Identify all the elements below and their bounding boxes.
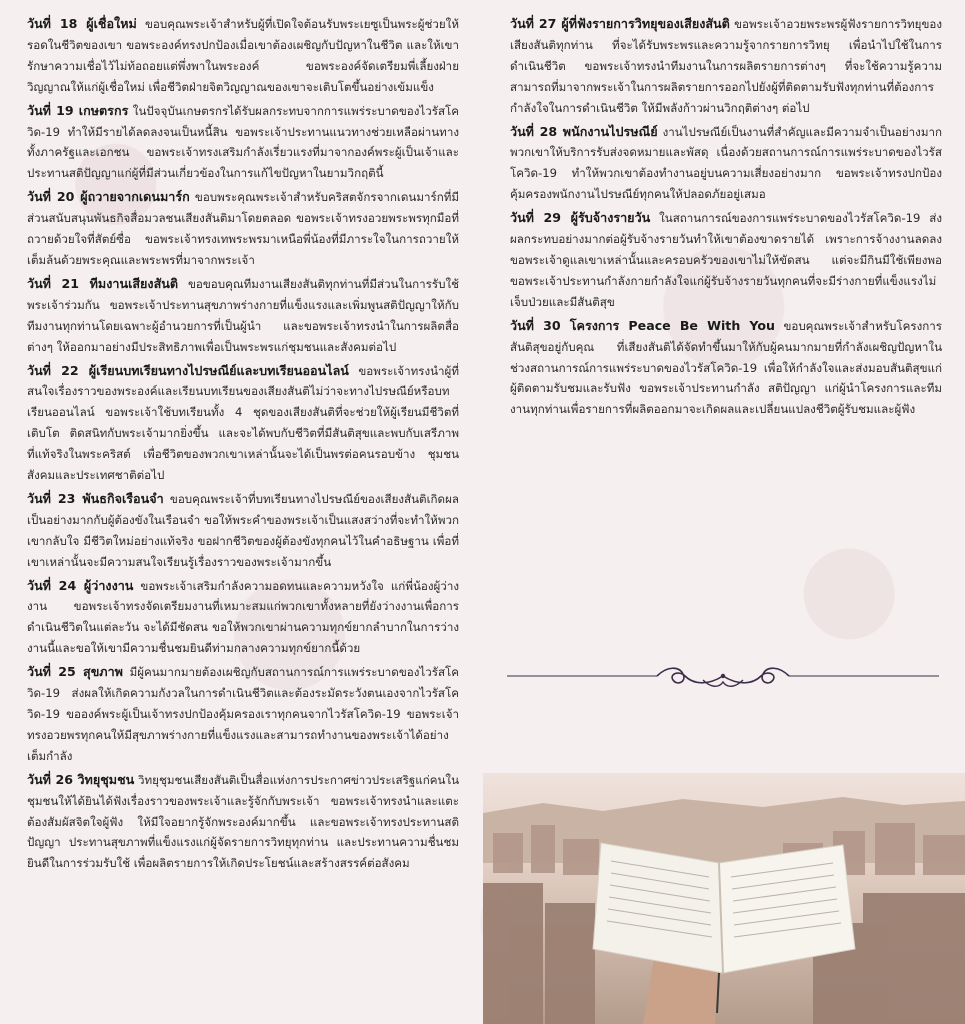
entry-title: วันที่ 18 ผู้เชื่อใหม่ <box>27 16 137 31</box>
prayer-entry-day-18 <box>27 14 459 98</box>
entry-title: วันที่ 22 ผู้เรียนบทเรียนทางไปรษณีย์และบทเรียนออนไลน์ <box>27 362 349 378</box>
prayer-entry-day-22 <box>27 361 459 486</box>
entry-body: ขอขอบคุณทีมงานเสียงสันติทุกท่านที่มีส่วนในการรับใช้พระเจ้าร่วมกัน ขอพระเจ้าประทานสุขภาพร่างกายที่แข็งแรงและเพิ่มพูนสติปัญญาให้กับทีมงานทุกท่านโดยเฉพาะผู้อำนวยการที่เป็นผู้นำ และขอพระเจ้าทรงนำในการผลิตสื่อต่างๆ ให้ออกมาอย่างมีประสิทธิภาพเพื่อเป็นพระพรแก่ชุมชนและสังคมต่อไป <box>27 276 459 354</box>
entry-title: วันที่ 28 พนักงานไปรษณีย์ <box>510 123 658 139</box>
prayer-entry-day-28 <box>510 122 942 206</box>
prayer-entry-day-27 <box>510 14 942 119</box>
entry-body: ขอพระเจ้าเสริมกำลังความอดทนและความหวังใจ แก่พี่น้องผู้ว่างงาน ขอพระเจ้าทรงจัดเตรียมงานที่เหมาะสมแก่พวกเขาทั้งหลายที่ยังว่างงานเพื่อการดำเนินชีวิตในแต่ละวัน จะได้มีชัดสน ขอให้พวกเขาผ่านความทุกข์ยากลำบากในการว่างงานนี้และขอให้เขามีความชื่นชมยินดีท่ามกลางความทุกข์ยากนี้ด้วย <box>27 578 459 656</box>
entry-body: ขอบคุณพระเจ้าที่บทเรียนทางไปรษณีย์ของเสียงสันติเกิดผลเป็นอย่างมากกับผู้ต้องขังในเรือนจำ ขอให้พระคำของพระเจ้าเป็นแสงสว่างที่จะทำให้พวกเขากลับใจ มีชีวิตใหม่อย่างแท้จริง ขอฝากชีวิตของผู้ต้องขังทุกคนไว้ในคำอธิษฐาน เพื่อที่เขาเหล่านั้นจะมีความสนใจเรียนรู้เรื่องราวของพระเจ้ามากขึ้น <box>27 491 459 569</box>
entry-body: ขอพระเจ้าทรงนำผู้ที่สนใจเรื่องราวของพระองค์และเรียนบทเรียนของเสียงสันติไม่ว่าจะทางไปรษณีย์หรือบทเรียนออนไลน์ ขอพระเจ้าใช้บทเรียนทั้ง 4 ชุดของเสียงสันติที่จะช่วยให้ผู้เรียนมีชีวิตที่เติบโต ติดสนิทกับพระเจ้ามากยิ่งขึ้น และจะได้พบกับชีวิตที่มีสันติสุขและพบกับเสรีภาพที่แท้จริงในพระคริสต์ เพื่อชีวิตของพวกเขาเหล่านั้นจะได้เป็นพรต่อคนรอบข้าง ชุมชน สังคมและประเทศชาติต่อไป <box>27 363 459 483</box>
entry-body: ขอพระเจ้าอวยพระพรผู้ฟังรายการวิทยุของเสียงสันติทุกท่าน ที่จะได้รับพระพรและความรู้จากรายการวิทยุ เพื่อนำไปใช้ในการดำเนินชีวิต ขอพระเจ้าทรงนำทีมงานในการผลิตรายการต่างๆ ที่จะใช้ความรู้ความสามารถที่มาจากพระเจ้าในการผลิตรายการออกไปยังผู้ที่ติดตามรับฟังทุกท่านที่ต้องการกำลังใจในการดำเนินชีวิต ให้มีพลังก้าวผ่านวิกฤติต่างๆ ต่อไป <box>510 17 942 115</box>
entry-title: วันที่ 20 ผู้ถวายจากเดนมาร์ก <box>27 189 190 205</box>
entry-title: วันที่ 21 ทีมงานเสียงสันติ <box>27 275 179 291</box>
prayer-entry-day-30 <box>510 316 942 421</box>
prayer-entry-day-26 <box>27 770 459 875</box>
entry-title: วันที่ 27 ผู้ที่ฟังรายการวิทยุของเสียงสันติ <box>510 16 730 31</box>
entry-body: ขอบพระคุณพระเจ้าสำหรับคริสตจักรจากเดนมาร์กที่มีส่วนสนับสนุนพันธกิจสื่อมวลชนเสียงสันติมาโดยตลอด ขอพระเจ้าทรงอวยพระพรทุกมือที่ถวายด้วยใจที่สัตย์ซื่อ ขอพระเจ้าทรงเทพระพรมาเหนือพี่น้องที่มีภาระใจในการถวายให้เต็มล้นด้วยพระคุณและพระพรที่มาจากพระเจ้า <box>27 190 460 267</box>
entry-title: วันที่ 26 วิทยุชุมชน <box>27 771 135 787</box>
entry-body: วิทยุชุมชนเสียงสันติเป็นสื่อแห่งการประกาศข่าวประเสริฐแก่คนในชุมชนให้ได้ยินได้ฟังเรื่องราวของพระเจ้าและรู้จักกับพระเจ้า ขอพระเจ้าทรงนำและแตะต้องสัมผัสจิตใจผู้ฟัง ให้มีใจอยากรู้จักพระองค์มากขึ้น และขอพระเจ้าทรงประทานสติปัญญา ประทานสุขภาพที่แข็งแรงแก่ผู้จัดรายการวิทยุทุกท่าน และประทานความชื่นชมยินดีในการร่วมรับใช้ เพื่อผลิตรายการให้เกิดประโยชน์และสร้างสรรค์ต่อสังคม <box>27 772 459 871</box>
prayer-entry-day-24 <box>27 576 459 660</box>
prayer-entry-day-29 <box>510 208 942 313</box>
prayer-entry-day-20 <box>27 187 459 271</box>
entry-title: วันที่ 29 ผู้รับจ้างรายวัน <box>510 210 651 226</box>
prayer-column-right <box>510 14 942 423</box>
entry-title: วันที่ 30 โครงการ Peace Be With You <box>510 317 775 333</box>
prayer-entry-day-25 <box>27 662 459 767</box>
entry-body: ในปัจจุบันเกษตรกรได้รับผลกระทบจากการแพร่ระบาดของไวรัสโควิด-19 ทำให้มีรายได้ลดลงจนเป็นหนี้สิน ขอพระเจ้าประทานแนวทางช่วยเหลือผ่านทางทั้งภาครัฐและเอกชน ขอพระเจ้าทรงเสริมกำลังเรี่ยวแรงที่มาจากองค์พระผู้เป็นเจ้าและประทานสติปัญญาแก่ผู้ที่มีส่วนเกี่ยวข้องในการแก้ไขปัญหาในยามวิกฤตินี้ <box>27 103 459 181</box>
entry-body: มีผู้คนมากมายต้องเผชิญกับสถานการณ์การแพร่ระบาดของไวรัสโควิด-19 ส่งผลให้เกิดความกังวลในการดำเนินชีวิตและต้องระมัดระวังตนเองจากไวรัสโควิด-19 ขอองค์พระผู้เป็นเจ้าทรงปกป้องคุ้มครองเราทุกคนจากไวรัสโควิด-19 ขอพระเจ้าทรงอวยพรทุกคนให้มีสุขภาพร่างกายที่แข็งแรงและสามารถทำงานของพระเจ้าได้อย่างเต็มกำลัง <box>27 665 460 763</box>
prayer-entry-day-19 <box>27 101 459 185</box>
prayer-entry-day-21 <box>27 274 459 358</box>
entry-title: วันที่ 25 สุขภาพ <box>27 664 123 680</box>
entry-body: ในสถานการณ์ของการแพร่ระบาดของไวรัสโควิด-19 ส่งผลกระทบอย่างมากต่อผู้รับจ้างรายวันทำให้เขาต้องขาดรายได้ เพราะการจ้างงานลดลง ขอพระเจ้าดูแลเขาเหล่านั้นและครอบครัวของเขาไม่ให้ขัดสน แต่จะมีกินมีใช้เพียงพอ ขอพระเจ้าประทานกำลังกายกำลังใจแก่ผู้รับจ้างรายวันทุกคนที่จะมีร่างกายที่แข็งแรงไม่เจ็บป่วยและมีสันติสุข <box>510 211 942 309</box>
ornament-divider-icon <box>507 664 939 694</box>
entry-body: ขอบคุณพระเจ้าสำหรับโครงการสันติสุขอยู่กับคุณ ที่เสียงสันติได้จัดทำขึ้นมาให้กับผู้คนมากมายที่กำลังเผชิญปัญหาในช่วงสถานการณ์การแพร่ระบาดของไวรัสโควิด-19 เพื่อให้กำลังใจและส่งมอบสันติสุขแก่ผู้ติดตามรับชมและรับฟัง ขอพระเจ้าประทานกำลัง สติปัญญา แก่ผู้นำโครงการและทีมงานทุกท่านเพื่อรายการที่ผลิตออกมาจะเกิดผลและเปลี่ยนแปลงชีวิตผู้รับชมและผู้ฟัง <box>510 318 943 417</box>
prayer-entry-day-23 <box>27 489 459 573</box>
prayer-column-left <box>27 14 459 877</box>
entry-body: งานไปรษณีย์เป็นงานที่สำคัญและมีความจำเป็นอย่างมาก พวกเขาให้บริการรับส่งจดหมายและพัสดุ เนื่องด้วยสถานการณ์การแพร่ระบาดของไวรัสโควิด-19 ทำให้พวกเขาต้องทำงานอยู่บนความเสี่ยงอย่างมาก ขอพระเจ้าทรงปกป้องคุ้มครองพนักงานไปรษณีย์ทุกคนให้ปลอดภัยอยู่เสมอ <box>510 124 942 202</box>
entry-body: ขอบคุณพระเจ้าสำหรับผู้ที่เปิดใจต้อนรับพระเยซูเป็นพระผู้ช่วยให้รอดในชีวิตของเขา ขอพระองค์ทรงปกป้องเมื่อเขาต้องเผชิญกับปัญหาในชีวิต และให้เขารักษาความเชื่อไว้ไม่ท้อถอยแต่พึ่งพาในพระองค์ ขอพระองค์จัดเตรียมพี่เลี้ยงฝ่ายวิญญาณให้แก่ผู้เชื่อใหม่ เพื่อชีวิตฝ่ายจิตวิญญาณของเขาจะเติบโตขึ้นอย่างเข้มแข็ง <box>27 17 459 94</box>
entry-title: วันที่ 19 เกษตรกร <box>27 102 129 118</box>
entry-title: วันที่ 24 ผู้ว่างงาน <box>27 577 134 593</box>
open-bible-photo <box>483 773 965 1024</box>
entry-title: วันที่ 23 พันธกิจเรือนจำ <box>27 490 164 506</box>
